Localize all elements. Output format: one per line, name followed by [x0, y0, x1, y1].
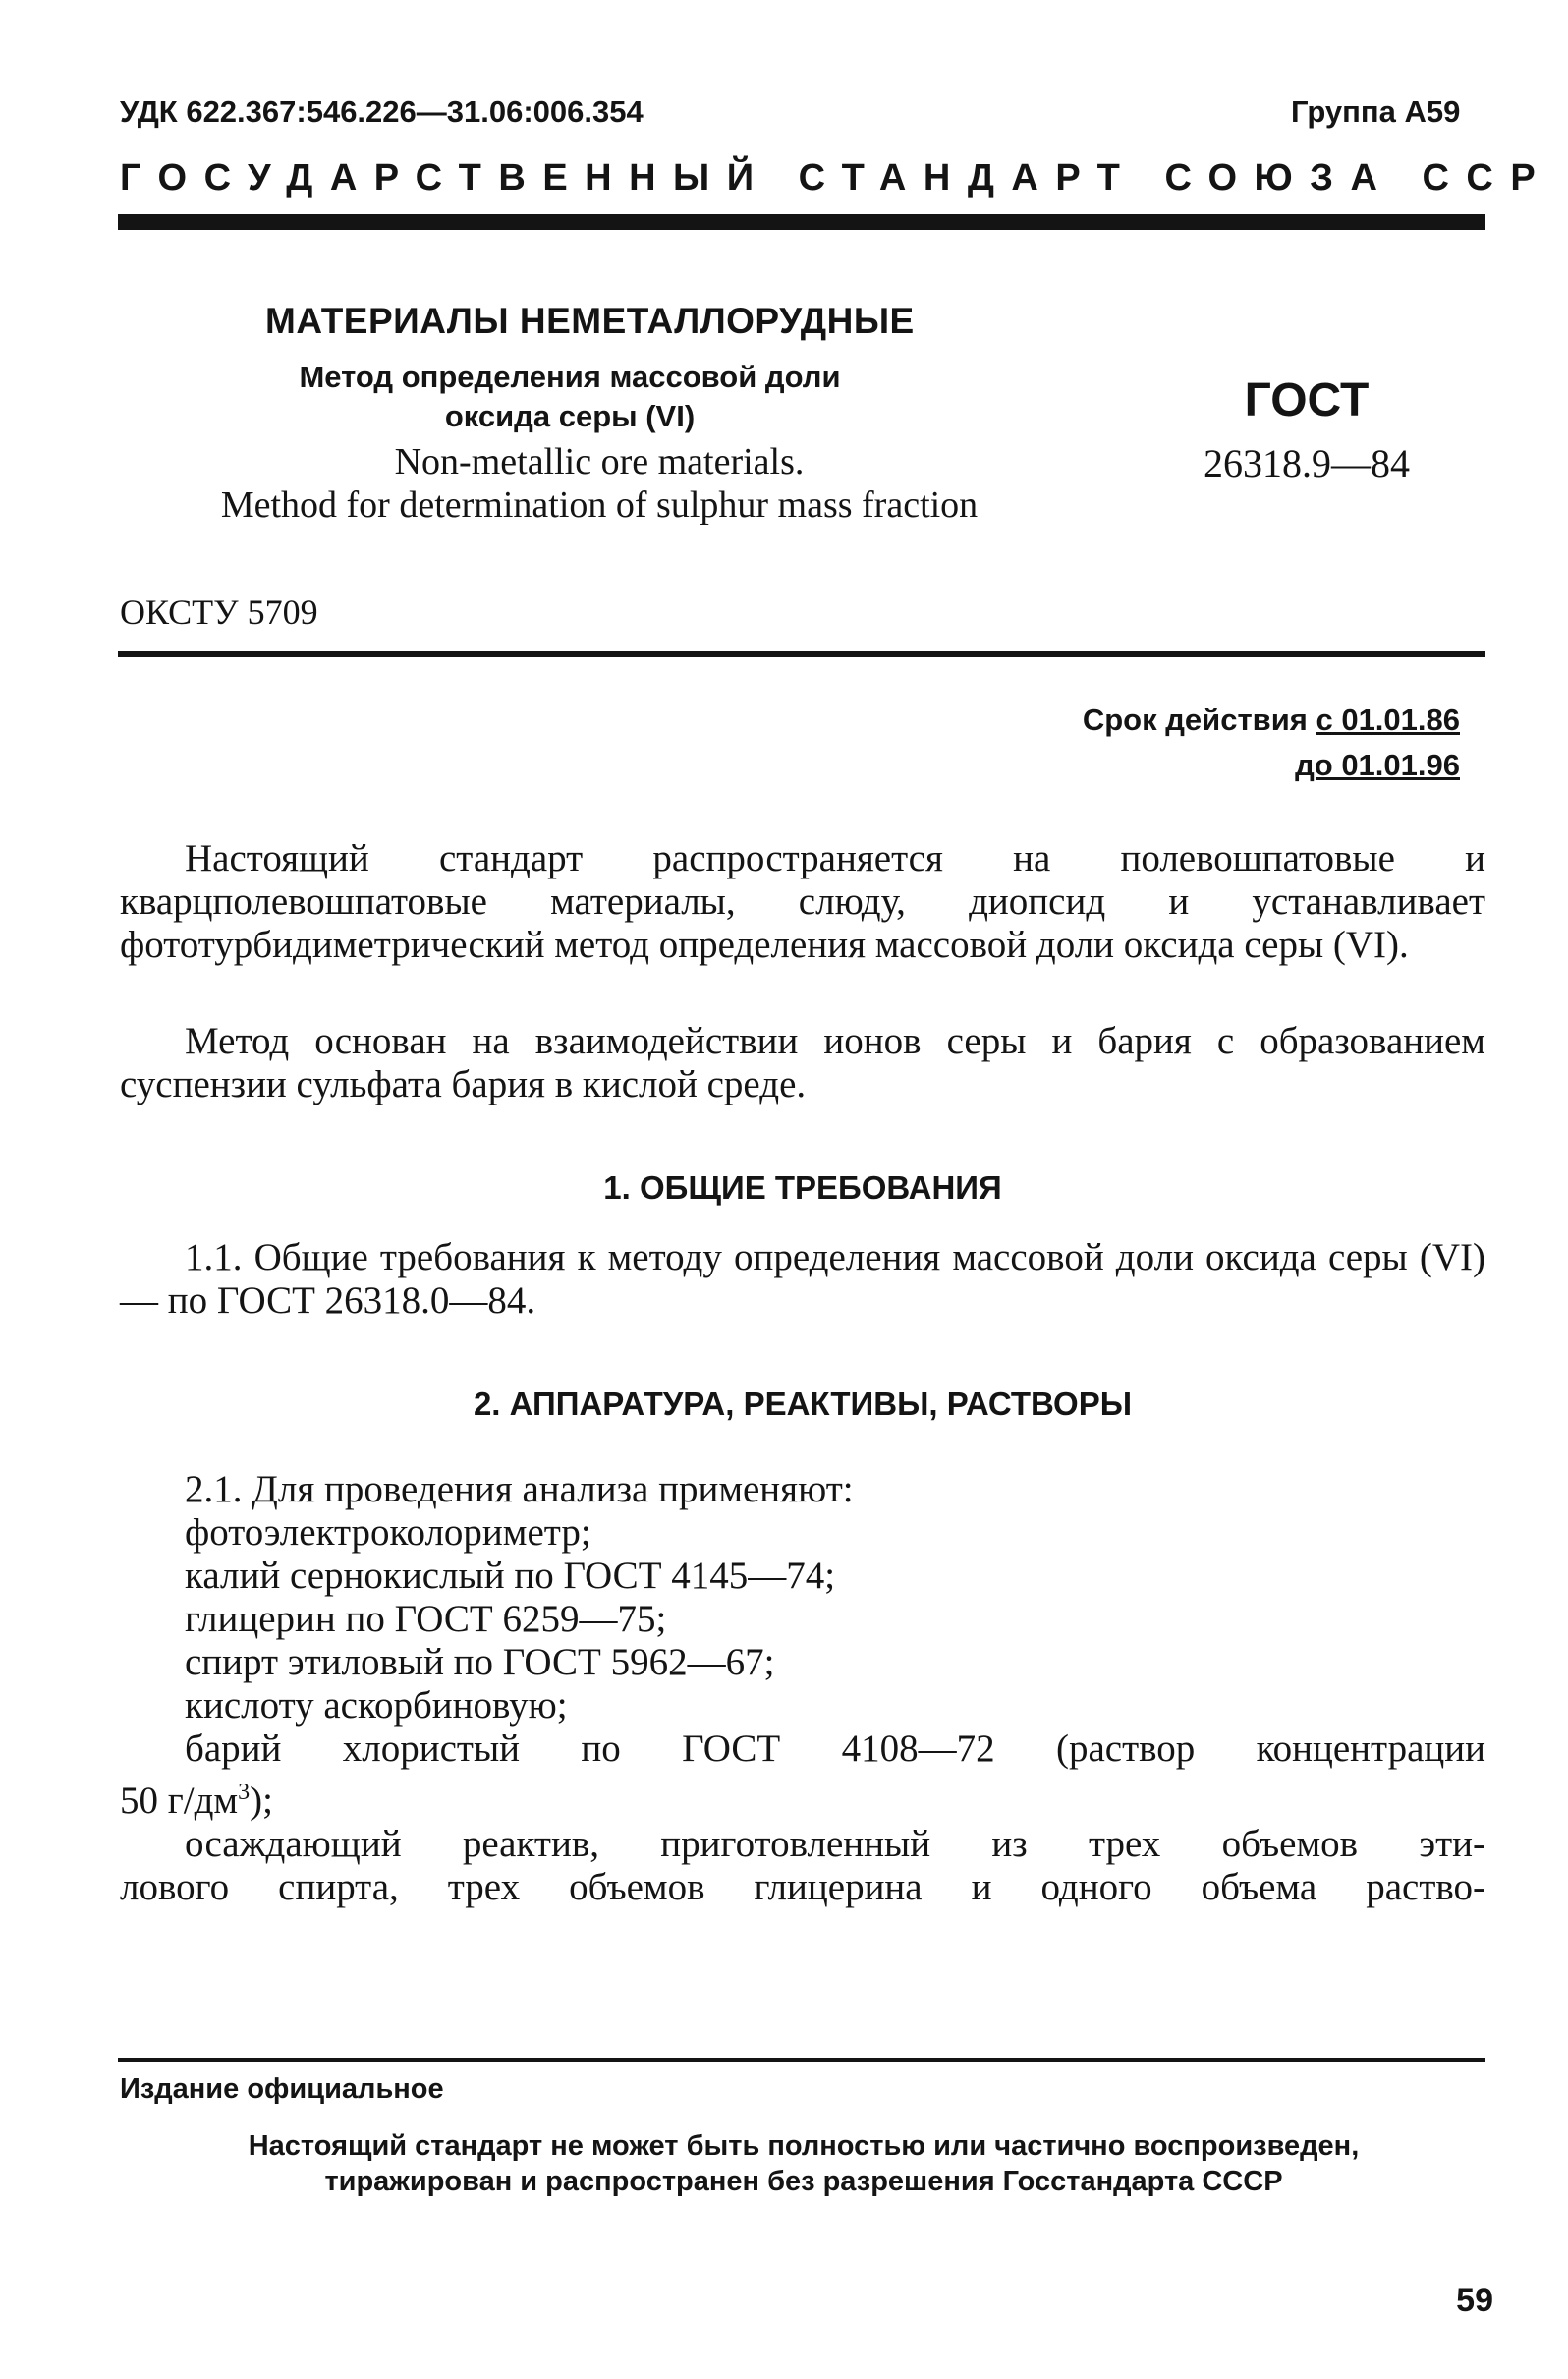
method-subtitle [275, 358, 865, 436]
state-standard-heading: ГОСУДАРСТВЕННЫЙ СТАНДАРТ СОЮЗА ССР [120, 157, 1553, 198]
validity-to-line [1083, 743, 1460, 788]
copyright-notice [120, 2128, 1487, 2199]
section-1-1-paragraph [120, 1236, 1485, 1323]
validity-to: до 01.01.96 [1295, 748, 1460, 782]
list-item: кислоту аскорбиновую; [185, 1684, 568, 1727]
section-2-1-block [120, 1468, 1485, 1909]
list-item: фотоэлектроколориметр; [185, 1511, 591, 1554]
list-item: калий сернокислый по ГОСТ 4145—74; [185, 1555, 836, 1597]
page-number: 59 [1456, 2282, 1493, 2319]
validity-from: с 01.01.86 [1316, 703, 1460, 737]
barium-end: ); [250, 1780, 273, 1822]
edition-label: Издание официальное [120, 2073, 444, 2105]
barium-concentration: 50 г/дм [120, 1780, 239, 1822]
reagent-line-1: осаждающий реактив, приготовленный из трех объемов эти- [185, 1823, 1485, 1865]
okstu-code: ОКСТУ 5709 [120, 593, 318, 632]
validity-period [1083, 698, 1460, 788]
gost-number: 26318.9—84 [1204, 441, 1410, 485]
list-item: глицерин по ГОСТ 6259—75; [185, 1598, 667, 1640]
barium-line-2 [120, 1771, 1485, 1823]
principle-text: Метод основан на взаимодействии ионов серы и бария с образованием суспензии сульфата бария в кислой среде. [120, 1020, 1485, 1105]
udk-code: УДК 622.367:546.226—31.06:006.354 [120, 94, 644, 129]
english-title-line-2: Method for determination of sulphur mass fraction [220, 484, 979, 526]
reagent-line-2: лового спирта, трех объемов глицерина и одного объема раство- [120, 1866, 1485, 1908]
top-divider [118, 214, 1485, 230]
barium-superscript: 3 [238, 1780, 251, 1805]
intro-paragraph [120, 837, 1485, 967]
validity-from-line [1083, 698, 1460, 743]
section-2-1-text: 2.1. Для проведения анализа применяют: [185, 1468, 854, 1510]
list-item: спирт этиловый по ГОСТ 5962—67; [185, 1641, 775, 1683]
method-line-1: Метод определения массовой доли [299, 360, 841, 394]
middle-divider [118, 651, 1485, 657]
notice-line-2: тиражирован и распространен без разрешения Госстандарта СССР [324, 2166, 1283, 2197]
english-title [157, 440, 1041, 527]
section-1-heading: 1. ОБЩИЕ ТРЕБОВАНИЯ [603, 1169, 1002, 1206]
group-code: Группа А59 [1291, 94, 1461, 129]
section-2-heading: 2. АППАРАТУРА, РЕАКТИВЫ, РАСТВОРЫ [473, 1386, 1133, 1422]
validity-prefix: Срок действия [1082, 703, 1316, 737]
barium-line-1: барий хлористый по ГОСТ 4108—72 (раствор концентрации [185, 1728, 1485, 1770]
footer-divider [118, 2058, 1485, 2062]
gost-label: ГОСТ [1244, 374, 1370, 426]
english-title-line-1: Non-metallic ore materials. [394, 441, 805, 482]
intro-text: Настоящий стандарт распространяется на полевошпатовые и кварцполевошпатовые материалы, слюду, диопсид и устанавливает фототурбидиметрический метод определения массовой доли оксида серы (VI). [120, 837, 1485, 966]
section-1-1-text: 1.1. Общие требования к методу определения массовой доли оксида серы (VI) — по ГОСТ 26318.0—84. [120, 1236, 1485, 1322]
notice-line-1: Настоящий стандарт не может быть полностью или частично воспроизведен, [248, 2130, 1360, 2162]
principle-paragraph [120, 1020, 1485, 1106]
document-title: МАТЕРИАЛЫ НЕМЕТАЛЛОРУДНЫЕ [265, 301, 915, 341]
method-line-2: оксида серы (VI) [444, 399, 696, 433]
